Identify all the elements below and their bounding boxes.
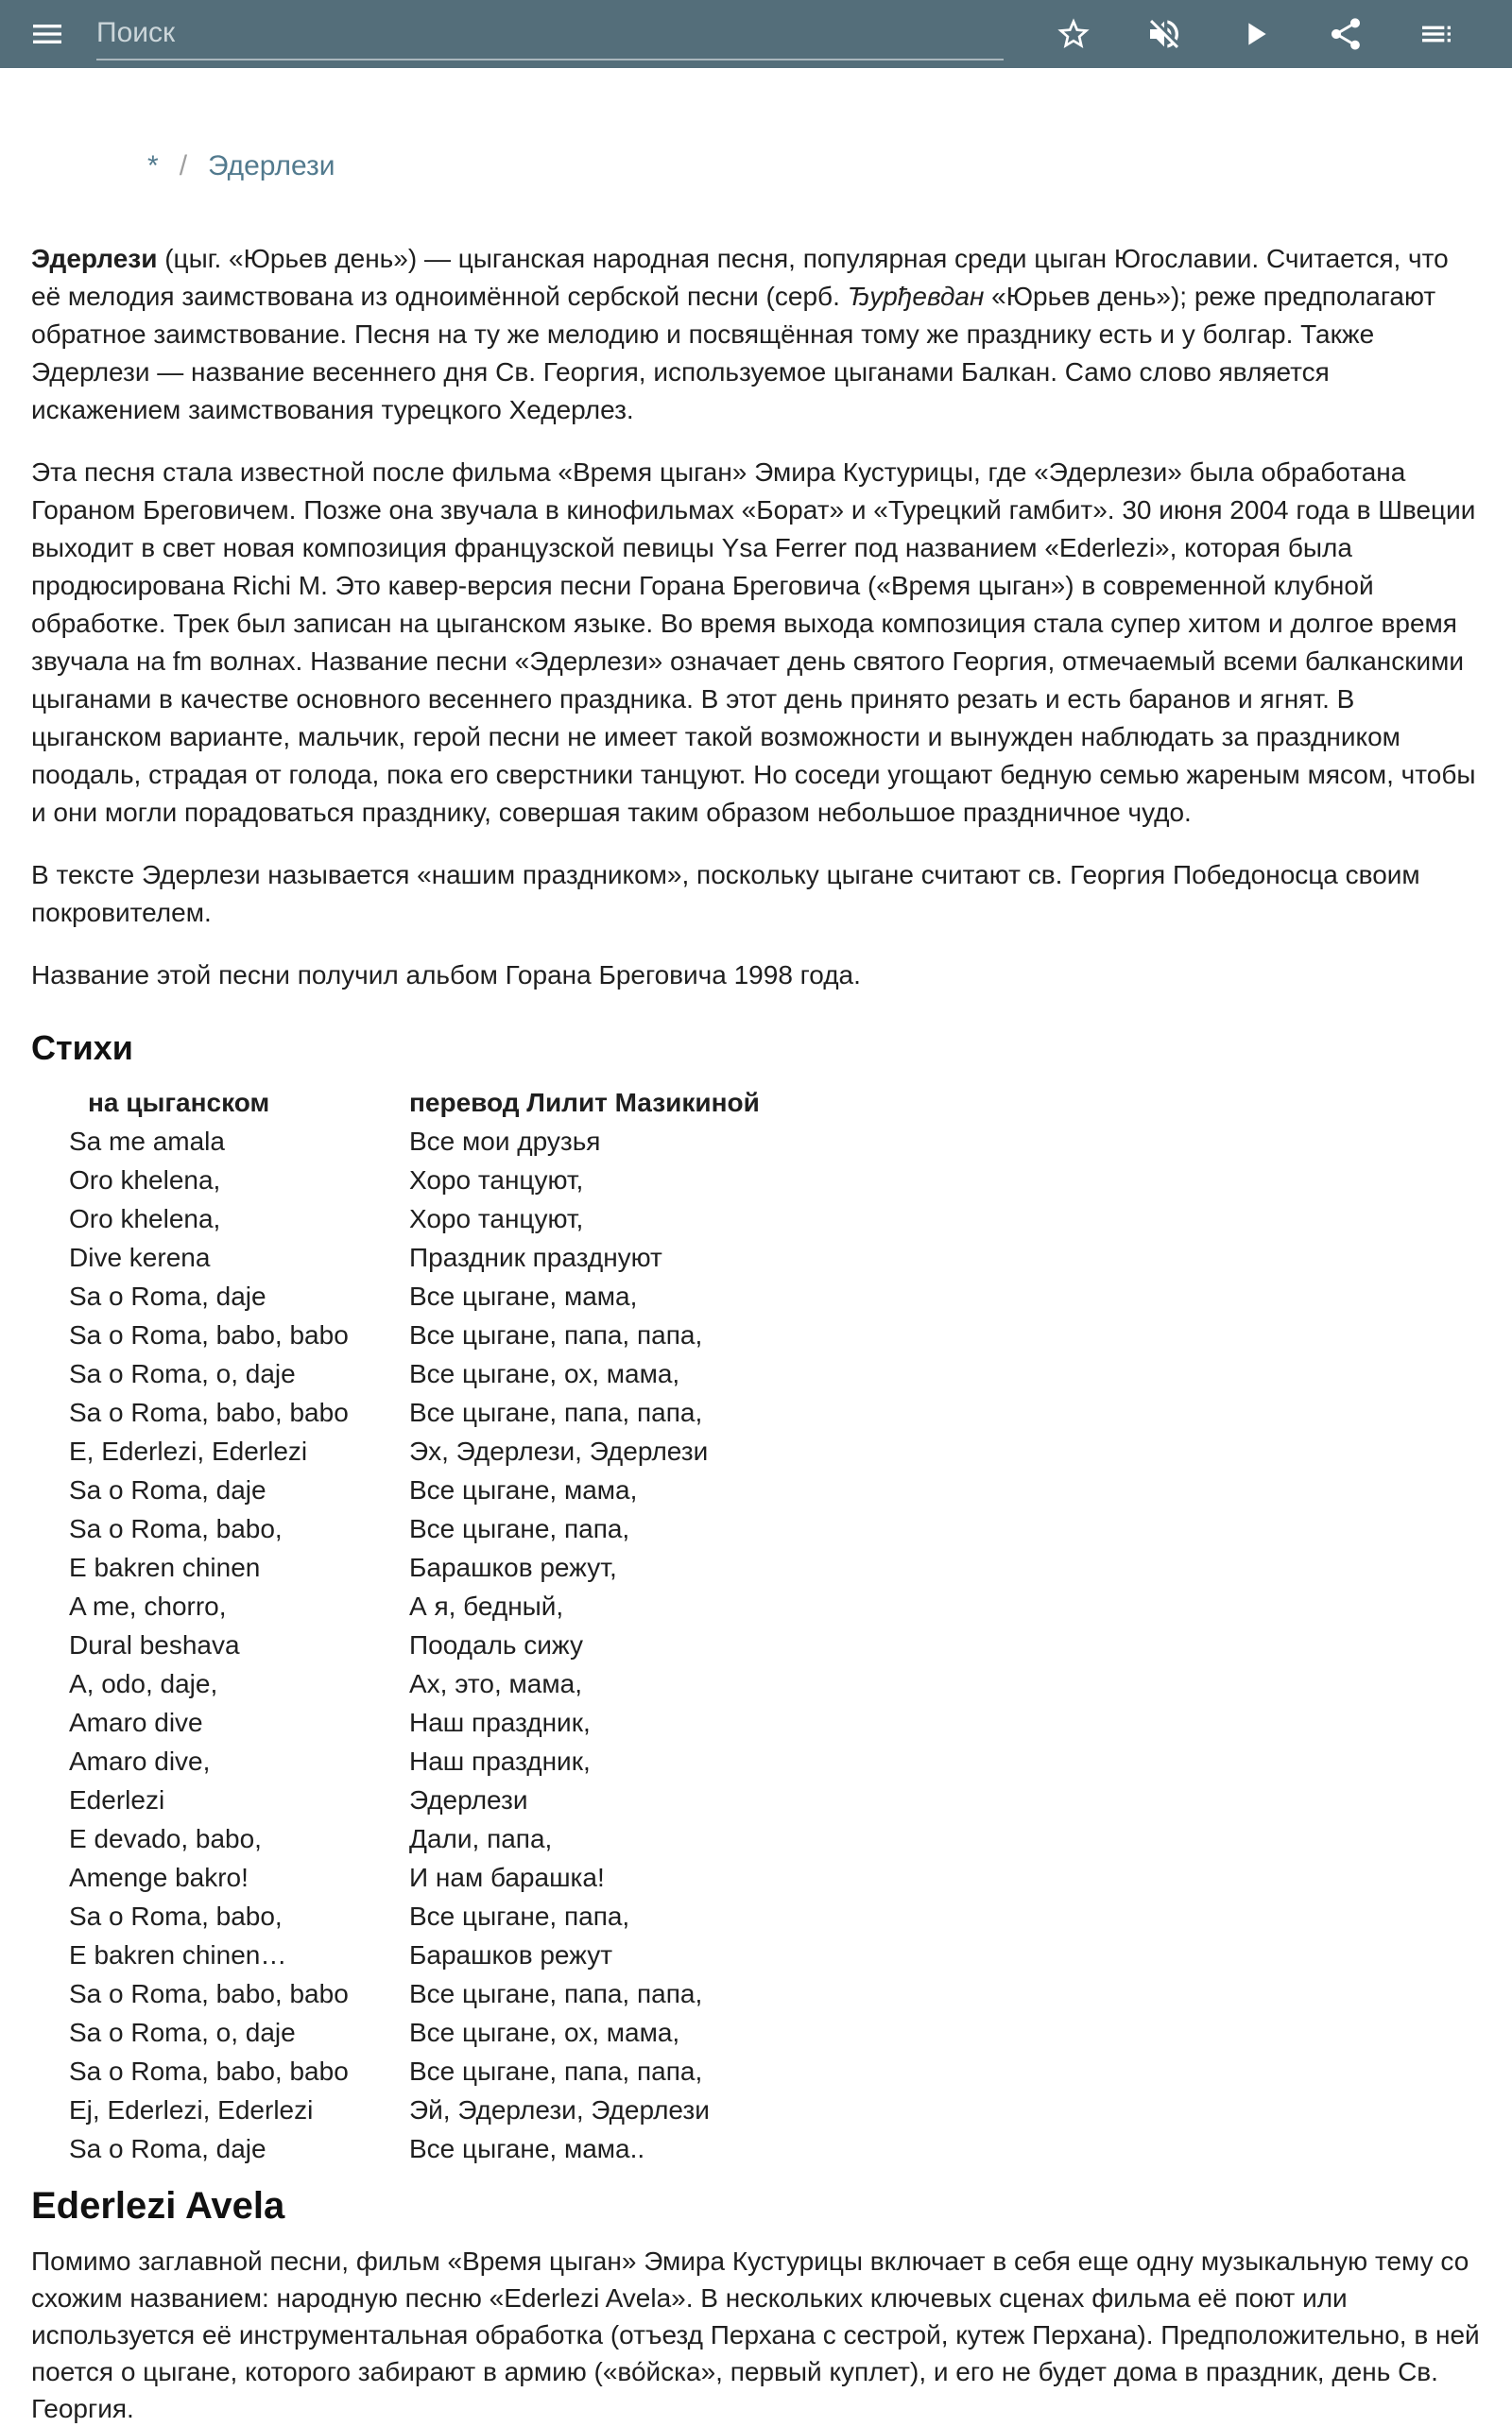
lyrics-cell-romani: Sa o Roma, babo, babo [69, 1979, 349, 2008]
lyrics-row [31, 1936, 1481, 1974]
lyrics-cell-romani: Ederlezi [69, 1785, 165, 1815]
lyrics-cell-romani: Amenge bakro! [69, 1863, 249, 1892]
lyrics-table-body [31, 1122, 1481, 2168]
lyrics-cell-translation: Дали, папа, [409, 1824, 553, 1853]
lyrics-row [31, 2052, 1481, 2091]
article-term-bold: Эдерлези [31, 244, 158, 273]
contents-button[interactable] [1410, 8, 1463, 60]
lyrics-cell-translation: Все цыгане, ох, мама, [409, 2018, 680, 2047]
lyrics-cell-translation: Все цыгане, мама.. [409, 2134, 645, 2163]
lyrics-cell-translation: Все цыгане, папа, [409, 1902, 630, 1931]
lyrics-cell-translation: Эдерлези [409, 1785, 528, 1815]
lyrics-header-romani: на цыганском [88, 1088, 270, 1117]
breadcrumb [147, 149, 1512, 183]
lyrics-cell-translation: Барашков режут [409, 1940, 613, 1970]
lyrics-cell-translation: Все цыгане, мама, [409, 1282, 638, 1311]
breadcrumb-current[interactable]: Эдерлези [208, 150, 335, 181]
share-icon [1327, 15, 1365, 53]
lyrics-row [31, 1316, 1481, 1354]
lyrics-cell-romani: E bakren chinen… [69, 1940, 287, 1970]
lyrics-row [31, 1509, 1481, 1548]
lyrics-cell-translation: Все цыгане, папа, папа, [409, 1398, 703, 1427]
lyrics-row [31, 1703, 1481, 1742]
lyrics-cell-translation: А я, бедный, [409, 1592, 564, 1621]
lyrics-cell-romani: A me, chorro, [69, 1592, 227, 1621]
lyrics-cell-translation: Праздник празднуют [409, 1243, 662, 1272]
lyrics-row [31, 1238, 1481, 1277]
article-body [0, 240, 1512, 2427]
lyrics-table [31, 1083, 1481, 2168]
lyrics-row [31, 2091, 1481, 2129]
menu-button[interactable] [21, 8, 74, 60]
lyrics-cell-romani: E bakren chinen [69, 1553, 261, 1582]
lyrics-cell-romani: Dural beshava [69, 1630, 240, 1660]
table-of-contents-icon [1418, 15, 1455, 53]
lyrics-cell-translation: Все цыгане, мама, [409, 1475, 638, 1505]
lyrics-cell-romani: Sa me amala [69, 1127, 225, 1156]
lyrics-cell-romani: Amaro dive [69, 1708, 203, 1737]
share-button[interactable] [1319, 8, 1372, 60]
app-bar [0, 0, 1512, 68]
lyrics-row [31, 2129, 1481, 2168]
lyrics-cell-romani: E, Ederlezi, Ederlezi [69, 1437, 308, 1466]
breadcrumb-separator: / [179, 150, 188, 181]
mute-button[interactable] [1138, 8, 1191, 60]
lyrics-row [31, 1161, 1481, 1199]
lyrics-row [31, 1819, 1481, 1858]
lyrics-cell-romani: Sa o Roma, babo, babo [69, 1398, 349, 1427]
lyrics-cell-romani: Sa o Roma, babo, babo [69, 2057, 349, 2086]
lyrics-cell-translation: Ах, это, мама, [409, 1669, 582, 1698]
play-button[interactable] [1228, 8, 1281, 60]
lyrics-cell-translation: Наш праздник, [409, 1708, 591, 1737]
section-heading-ederlezi-avela: Ederlezi Avela [31, 2185, 285, 2227]
lyrics-cell-romani: Sa o Roma, babo, [69, 1514, 283, 1543]
play-icon [1236, 15, 1274, 53]
paragraph-holiday: В тексте Эдерлези называется «нашим праздником», поскольку цыгане считают св. Георгия Победоносца своим покровителем. [31, 860, 1420, 927]
lyrics-row [31, 1432, 1481, 1471]
lyrics-cell-romani: Sa o Roma, o, daje [69, 1359, 296, 1388]
lyrics-row [31, 2013, 1481, 2052]
lyrics-cell-romani: Oro khelena, [69, 1204, 221, 1233]
lyrics-cell-translation: Наш праздник, [409, 1747, 591, 1776]
intro-paragraph [31, 240, 1481, 429]
lyrics-cell-romani: Ej, Ederlezi, Ederlezi [69, 2095, 314, 2125]
lyrics-heading: Стихи [31, 1028, 133, 1067]
bookmark-button[interactable] [1047, 8, 1100, 60]
intro-text-segment: (цыг. «Юрьев день») — цыганская народная песня, популярная среди цыган Югославии. Считается, что её мелодия заимствована из одноимённой сербской песни (серб. [31, 244, 1449, 311]
breadcrumb-root[interactable]: * [147, 150, 159, 181]
search-placeholder: Поиск [96, 17, 176, 48]
lyrics-row [31, 1587, 1481, 1626]
lyrics-cell-romani: Sa o Roma, daje [69, 1475, 266, 1505]
lyrics-cell-translation: Все цыгане, папа, [409, 1514, 630, 1543]
lyrics-cell-romani: Sa o Roma, daje [69, 2134, 266, 2163]
lyrics-row [31, 1781, 1481, 1819]
lyrics-cell-romani: Dive kerena [69, 1243, 211, 1272]
lyrics-cell-translation: Все мои друзья [409, 1127, 601, 1156]
hamburger-icon [28, 15, 66, 53]
lyrics-cell-translation: Все цыгане, папа, папа, [409, 2057, 703, 2086]
lyrics-header-translation: перевод Лилит Мазикиной [409, 1088, 760, 1117]
lyrics-cell-translation: Все цыгане, папа, папа, [409, 1979, 703, 2008]
lyrics-row [31, 1354, 1481, 1393]
intro-text-segment: «Юрьев день»); реже предполагают обратное заимствование. Песня на ту же мелодию и посвящённая тому же празднику есть и у болгар. Также Эдерлези — название весеннего дня Св. Георгия, используемое цыганами Балкан. Само слово является искажением заимствования турецкого Хедерлез. [31, 282, 1436, 424]
lyrics-cell-romani: E devado, babo, [69, 1824, 262, 1853]
lyrics-row [31, 1471, 1481, 1509]
lyrics-table-header [31, 1083, 1481, 1122]
appbar-actions [1047, 8, 1463, 60]
paragraph-album: Название этой песни получил альбом Горана Бреговича 1998 года. [31, 960, 861, 990]
lyrics-cell-translation: Эй, Эдерлези, Эдерлези [409, 2095, 710, 2125]
lyrics-cell-romani: Amaro dive, [69, 1747, 211, 1776]
lyrics-row [31, 1277, 1481, 1316]
star-outline-icon [1055, 15, 1092, 53]
search-input[interactable] [96, 8, 1004, 60]
lyrics-cell-translation: Хоро танцуют, [409, 1165, 584, 1195]
lyrics-row [31, 1393, 1481, 1432]
lyrics-row [31, 1742, 1481, 1781]
lyrics-cell-translation: Поодаль сижу [409, 1630, 583, 1660]
lyrics-cell-translation: Хоро танцуют, [409, 1204, 584, 1233]
lyrics-row [31, 1199, 1481, 1238]
lyrics-cell-romani: A, odo, daje, [69, 1669, 218, 1698]
article-term-italic: Ђурђевдан [847, 282, 985, 311]
lyrics-row [31, 1548, 1481, 1587]
lyrics-row [31, 1626, 1481, 1664]
lyrics-cell-translation: Все цыгане, ох, мама, [409, 1359, 680, 1388]
lyrics-row [31, 1974, 1481, 2013]
lyrics-row [31, 1897, 1481, 1936]
lyrics-row [31, 1122, 1481, 1161]
lyrics-row [31, 1858, 1481, 1897]
lyrics-cell-romani: Sa o Roma, daje [69, 1282, 266, 1311]
volume-off-icon [1145, 15, 1183, 53]
lyrics-row [31, 1664, 1481, 1703]
lyrics-cell-romani: Sa o Roma, o, daje [69, 2018, 296, 2047]
lyrics-cell-translation: Барашков режут, [409, 1553, 617, 1582]
paragraph-history: Эта песня стала известной после фильма «Время цыган» Эмира Кустурицы, где «Эдерлези» была обработана Гораном Бреговичем. Позже она звучала в кинофильмах «Борат» и «Турецкий гамбит». 30 июня 2004 года в Швеции выходит в свет новая композиция французской певицы Ysa Ferrer под названием «Ederlezi», которая была продюсирована Richi M. Это кавер-версия песни Горана Бреговича («Время цыган») в современной клубной обработке. Трек был записан на цыганском языке. Во время выхода композиция стала супер хитом и долгое время звучала на fm волнах. Название песни «Эдерлези» означает день святого Георгия, отмечаемый всеми балканскими цыганами в качестве основного весеннего праздника. В этот день принято резать и есть баранов и ягнят. В цыганском варианте, мальчик, герой песни не имеет такой возможности и вынужден наблюдать за праздником поодаль, страдая от голода, пока его сверстники танцуют. Но соседи угощают бедную семью жареным мясом, чтобы и они могли порадоваться празднику, совершая таким образом небольшое праздничное чудо. [31, 457, 1476, 827]
lyrics-cell-translation: Все цыгане, папа, папа, [409, 1320, 703, 1350]
lyrics-cell-romani: Sa o Roma, babo, babo [69, 1320, 349, 1350]
paragraph-ederlezi-avela: Помимо заглавной песни, фильм «Время цыган» Эмира Кустурицы включает в себя еще одну музыкальную тему со схожим названием: народную песню «Ederlezi Avela». В нескольких ключевых сценах фильма её поют или используется её инструментальная обработка (отъезд Перхана с сестрой, кутеж Перхана). Предположительно, в ней поется о цыгане, которого забирают в армию («во́йска», первый куплет), и его не будет дома в праздник, день Св. Георгия. [31, 2246, 1480, 2423]
lyrics-cell-romani: Sa o Roma, babo, [69, 1902, 283, 1931]
lyrics-cell-translation: И нам барашка! [409, 1863, 605, 1892]
lyrics-cell-translation: Эх, Эдерлези, Эдерлези [409, 1437, 709, 1466]
lyrics-cell-romani: Oro khelena, [69, 1165, 221, 1195]
